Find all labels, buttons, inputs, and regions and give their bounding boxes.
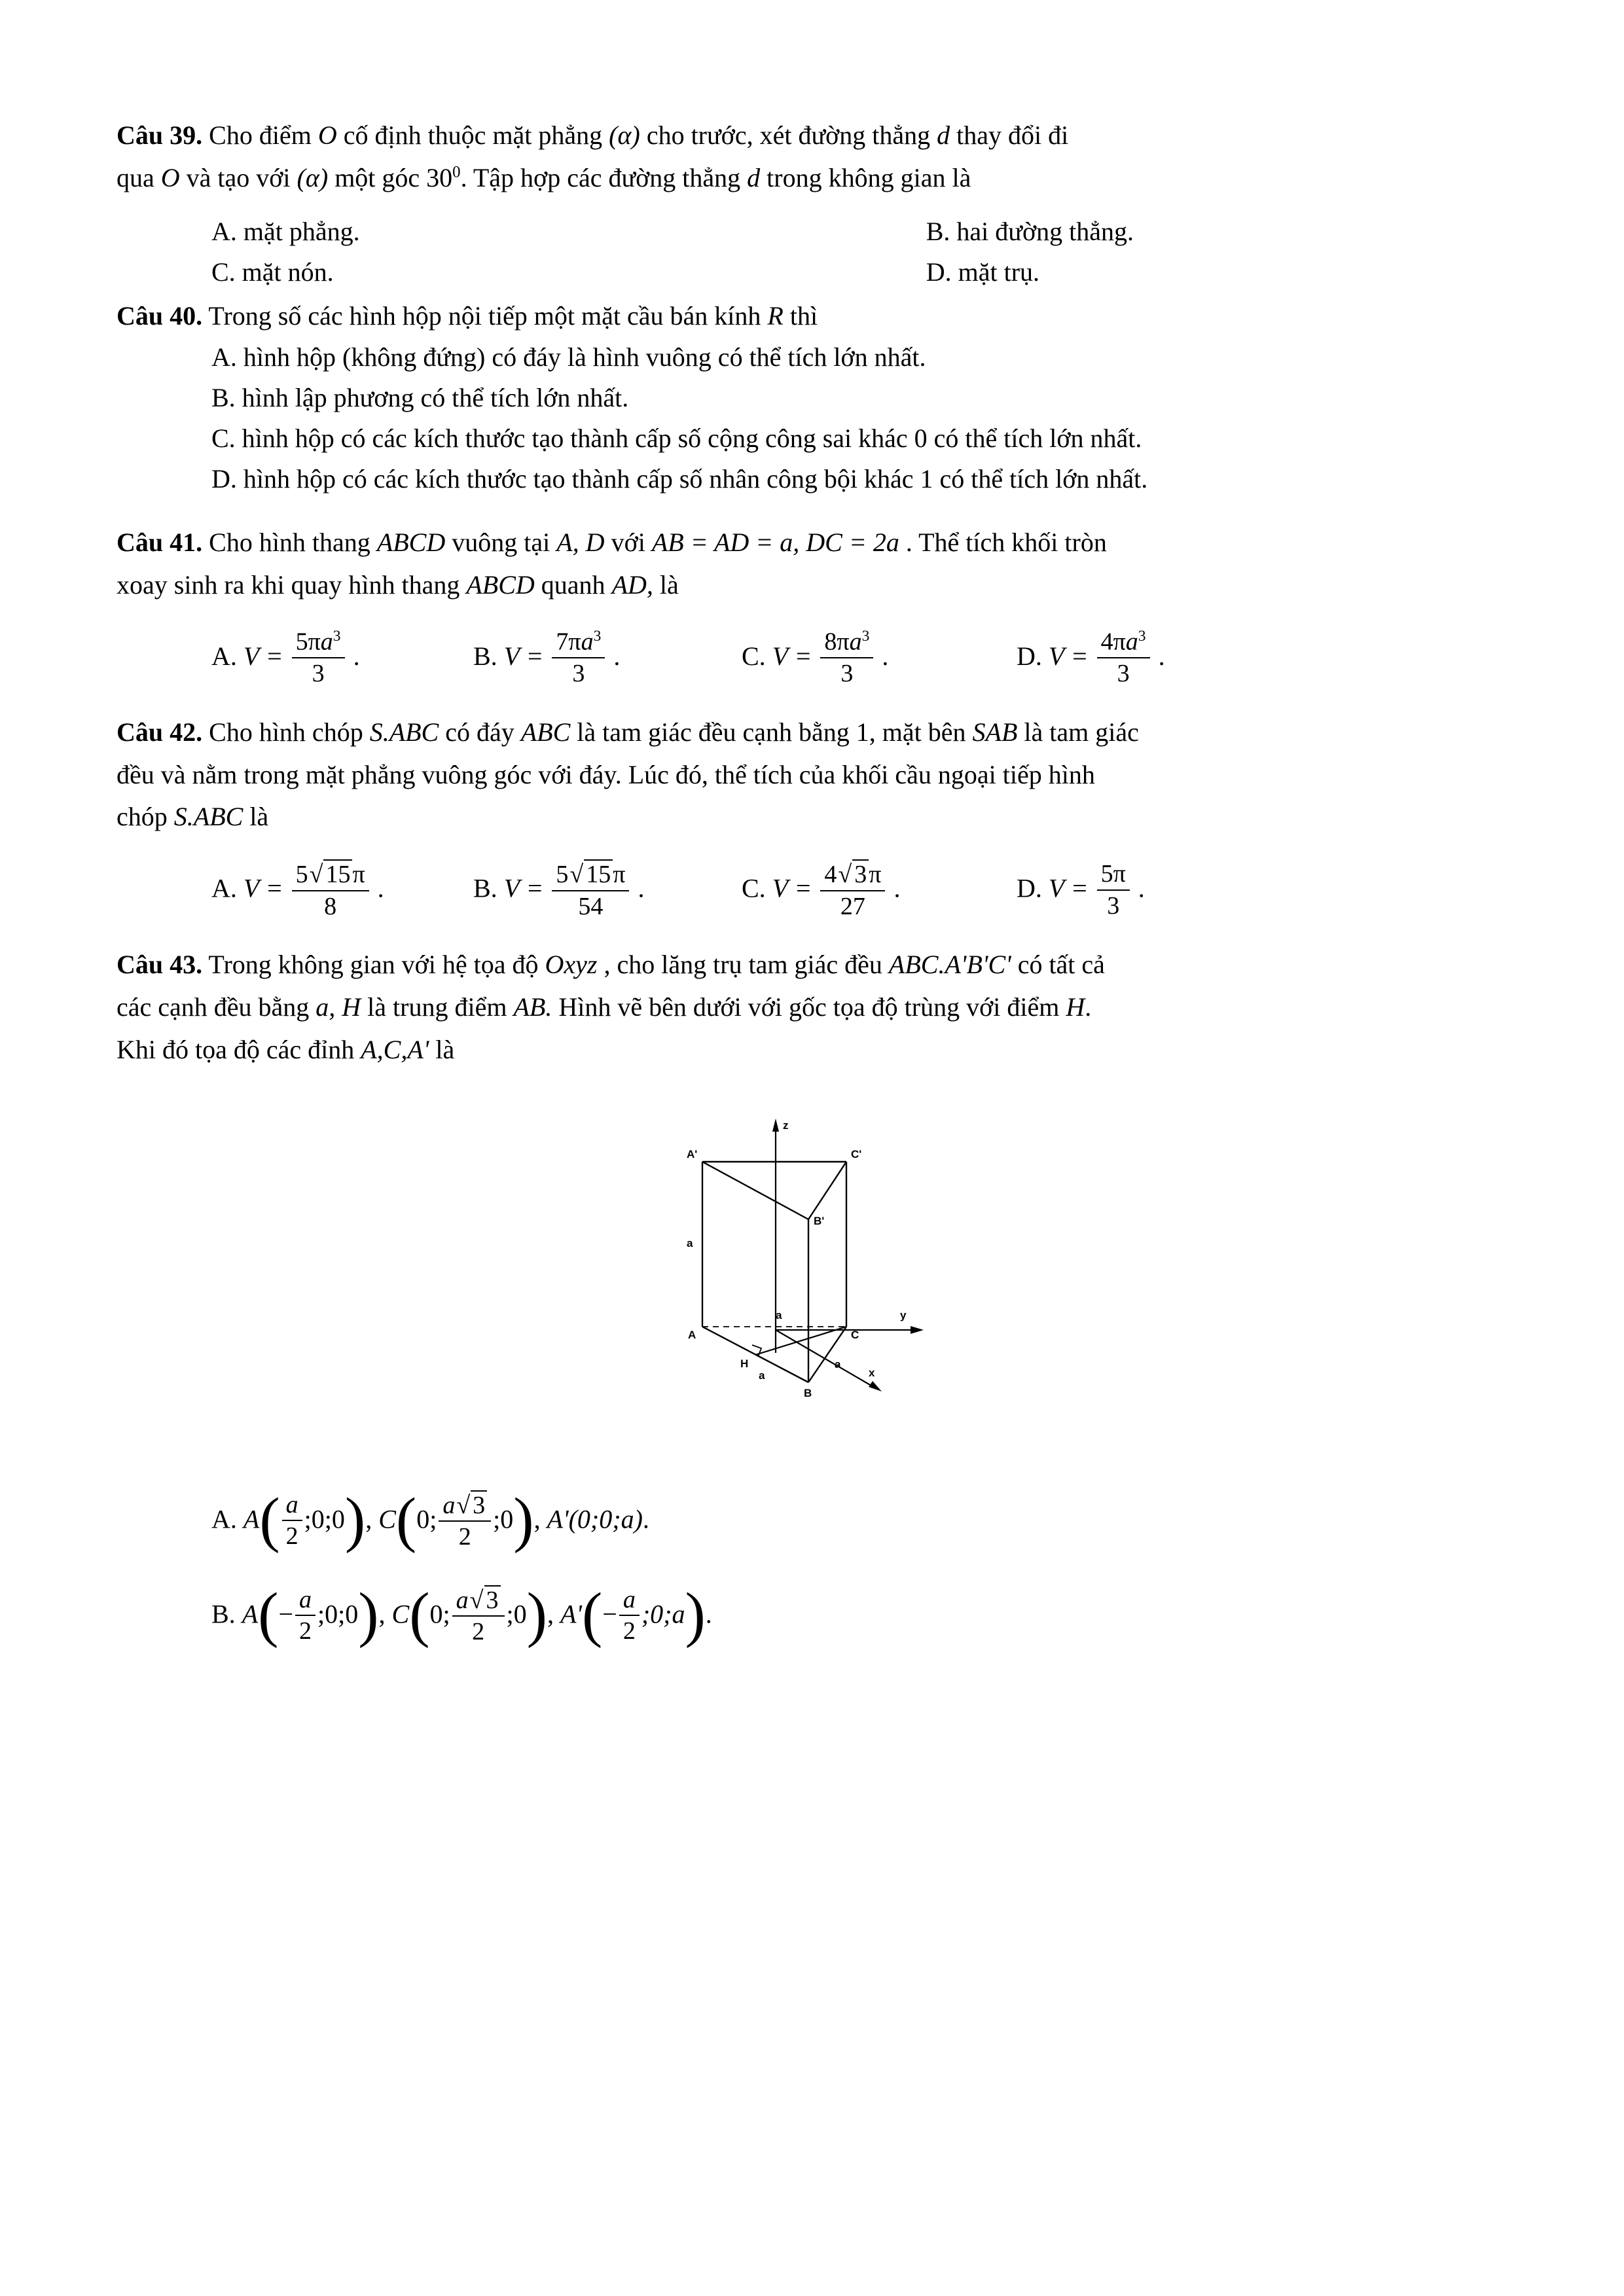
question-41-vertex-d: D xyxy=(585,528,605,558)
question-41-answer-c-lhs: V = xyxy=(772,641,812,672)
q42c-pi: π xyxy=(869,861,882,889)
question-41-label: Câu 41. xyxy=(117,528,203,558)
q41c-coef: 8 xyxy=(824,628,837,656)
question-39-options-row-1 xyxy=(211,211,1511,252)
question-39 xyxy=(117,115,1511,200)
question-41-answer-d-prefix: D. xyxy=(1017,641,1042,672)
question-42 xyxy=(117,711,1511,838)
q42a-coef: 5 xyxy=(295,861,308,889)
question-42-answer-b-prefix: B. xyxy=(473,873,497,903)
q41b-pi: π xyxy=(568,628,581,656)
question-39-O: O xyxy=(317,120,337,150)
question-43-answer-a-point-1: A xyxy=(243,1504,260,1534)
question-41-answer-c-prefix: C. xyxy=(742,641,766,672)
question-40 xyxy=(117,295,1511,338)
question-39-line2-d-var: d xyxy=(747,162,761,192)
question-43-line2-c: Hình vẽ bên dưới với gốc tọa độ trùng với điểm xyxy=(558,992,1060,1022)
question-42-answer-c-prefix: C. xyxy=(742,873,766,903)
label-edge-a-top: a xyxy=(776,1308,782,1321)
label-H: H xyxy=(740,1357,749,1370)
question-41-answer-c-suffix: . xyxy=(882,641,889,672)
question-41-stem-3: với xyxy=(611,528,645,558)
question-42-answers xyxy=(211,861,1511,922)
question-40-stem-2: thì xyxy=(789,300,818,331)
edge-HC xyxy=(755,1327,846,1355)
q43b-p2-close-paren: ) xyxy=(526,1581,547,1649)
q43b-p2-lead: 0; xyxy=(429,1599,450,1629)
question-42-line1-d: là tam giác xyxy=(1024,717,1139,747)
question-42-answer-c-suffix: . xyxy=(893,873,901,903)
q43a-p1-rest: ;0;0 xyxy=(304,1504,345,1534)
q43a-p1-close-paren: ) xyxy=(344,1486,366,1554)
question-39-label: Câu 39. xyxy=(117,120,203,150)
question-41-line2-ad: AD, xyxy=(611,570,653,600)
question-43 xyxy=(117,944,1511,1071)
question-43-prism: ABC.A'B'C' xyxy=(888,950,1011,980)
question-41-answer-a-lhs: V = xyxy=(243,641,283,672)
question-40-option-c[interactable]: C. hình hộp có các kích thước tạo thành cấp số cộng công sai khác 0 có thể tích lớn nhất. xyxy=(211,423,1142,454)
question-41-vertex-a: A, xyxy=(556,528,579,558)
question-42-answer-d-denominator: 3 xyxy=(1107,891,1120,920)
q41c-pi: π xyxy=(837,628,850,656)
question-39-line2-c: một góc 30 xyxy=(334,162,453,192)
question-43-line2-d: . xyxy=(1085,992,1092,1022)
question-39-line2-e: trong không gian là xyxy=(767,162,971,192)
question-42-line1-b: có đáy xyxy=(445,717,514,747)
question-39-stem-4: thay đổi đi xyxy=(956,120,1069,150)
edge-CpBp xyxy=(808,1162,846,1219)
question-41-answer-d-numerator xyxy=(1097,628,1150,658)
question-40-option-a[interactable]: A. hình hộp (không đứng) có đáy là hình vuông có thể tích lớn nhất. xyxy=(211,342,926,372)
question-42-sabc-2: S.ABC xyxy=(173,802,244,832)
q43b-p2-rest: ;0 xyxy=(506,1599,527,1629)
question-43-answer-a-point-2: C xyxy=(378,1504,396,1534)
q43a-p1-open-paren: ( xyxy=(259,1486,280,1554)
question-40-label: Câu 40. xyxy=(117,300,203,331)
label-A: A xyxy=(688,1328,696,1341)
question-39-line2-O: O xyxy=(160,162,180,192)
question-42-answer-d[interactable] xyxy=(1017,861,1278,921)
q43b-p2-num xyxy=(452,1585,505,1617)
question-42-sab: SAB xyxy=(972,717,1018,747)
q43a-sep2: , xyxy=(533,1504,547,1534)
question-40-stem-1: Trong số các hình hộp nội tiếp một mặt cầu bán kính xyxy=(208,300,761,331)
question-39-alpha-1: (α) xyxy=(609,120,640,150)
question-43-line2-a: các cạnh đều bằng xyxy=(117,992,310,1022)
q43b-sep2: , xyxy=(547,1599,560,1629)
question-41-answer-b-prefix: B. xyxy=(473,641,497,672)
question-39-line2-a: qua xyxy=(117,162,154,192)
question-41-line2-abcd: ABCD xyxy=(466,570,535,600)
q43a-p2-rest: ;0 xyxy=(493,1504,514,1534)
question-43-answer-b-point-1: A xyxy=(242,1599,259,1629)
question-41-stem-4: . Thể tích khối tròn xyxy=(905,528,1107,558)
q41d-pi: π xyxy=(1113,628,1126,656)
z-axis-label: z xyxy=(783,1119,789,1132)
question-41-stem-2: vuông tại xyxy=(452,528,550,558)
question-41-answer-b-suffix: . xyxy=(613,641,621,672)
q43a-p2-radicand: 3 xyxy=(471,1490,487,1520)
z-axis-arrow-icon xyxy=(772,1119,779,1132)
question-43-line3-b: là xyxy=(435,1034,455,1064)
label-edge-a-left: a xyxy=(687,1236,693,1249)
q43b-p2-open-paren: ( xyxy=(409,1581,430,1649)
question-41-answer-a-numerator xyxy=(292,628,345,658)
question-43-oxyz: Oxyz xyxy=(545,950,598,980)
q42a-sqrt-icon: √ 15 xyxy=(308,859,353,889)
q41a-var: a xyxy=(320,628,333,656)
q43b-p1-fraction xyxy=(295,1586,316,1645)
q43b-p3-close-paren: ) xyxy=(685,1581,706,1649)
label-C: C xyxy=(851,1328,859,1341)
question-42-answer-a-numerator xyxy=(292,859,369,891)
q43b-p1-den: 2 xyxy=(299,1617,312,1645)
question-43-a-var: a, xyxy=(316,992,336,1022)
q41b-var: a xyxy=(581,628,594,656)
question-39-options-row-2 xyxy=(211,252,1511,293)
question-42-answer-d-fraction xyxy=(1097,860,1130,920)
question-43-answer-a-point-3: A' xyxy=(547,1504,569,1534)
question-43-line1-a: Trong không gian với hệ tọa độ xyxy=(208,950,539,980)
question-41-answer-d-denominator: 3 xyxy=(1117,660,1130,688)
q43b-p3-open-paren: ( xyxy=(581,1581,603,1649)
q42b-pi: π xyxy=(613,861,626,889)
q43b-p3-suffix: . xyxy=(705,1599,712,1629)
q43b-p2-a: a xyxy=(456,1586,469,1614)
q43b-p3-rest: ;0;a xyxy=(641,1599,685,1629)
question-43-line1-b: , cho lăng trụ tam giác đều xyxy=(604,950,882,980)
question-41-answer-b-denominator: 3 xyxy=(572,660,585,688)
question-39-line2-b: và tạo với xyxy=(186,162,291,192)
question-41-answer-b-numerator xyxy=(552,628,605,658)
question-42-answer-c-numerator xyxy=(820,859,885,891)
question-41-answer-a-fraction xyxy=(292,628,345,688)
question-41-answer-d-lhs: V = xyxy=(1048,641,1089,672)
question-42-label: Câu 42. xyxy=(117,717,203,747)
q43b-p1-sign: − xyxy=(278,1599,293,1629)
q42a-radicand: 15 xyxy=(323,859,352,889)
q43a-p2-num xyxy=(439,1490,491,1522)
q43b-p1-num: a xyxy=(295,1586,316,1617)
q41a-exp: 3 xyxy=(333,627,341,645)
q41c-exp: 3 xyxy=(861,627,870,645)
q43a-p1-fraction xyxy=(282,1491,302,1551)
question-41-answer-b[interactable] xyxy=(473,629,742,689)
question-41-answer-b-lhs: V = xyxy=(503,641,544,672)
question-41-answer-c-fraction xyxy=(820,628,873,688)
question-42-answer-b-fraction xyxy=(552,859,629,920)
question-42-answer-b-denominator: 54 xyxy=(578,892,604,920)
question-41-abcd: ABCD xyxy=(376,528,446,558)
question-40-R: R xyxy=(767,300,784,331)
question-39-option-b[interactable]: B. hai đường thẳng. xyxy=(926,216,1134,246)
question-43-H-1: H xyxy=(342,992,361,1022)
question-39-stem-1: Cho điểm xyxy=(209,120,312,150)
q43a-p2-den: 2 xyxy=(458,1523,471,1551)
label-edge-a-bottom-left: a xyxy=(759,1369,765,1382)
question-39-stem-2: cố định thuộc mặt phẳng xyxy=(343,120,603,150)
q43b-p2-sqrt-icon: √ 3 xyxy=(469,1585,501,1615)
question-43-H-2: H xyxy=(1066,992,1085,1022)
q43a-p2-lead: 0; xyxy=(416,1504,437,1534)
question-42-answer-d-prefix: D. xyxy=(1017,873,1042,903)
question-43-answer-b-prefix: B. xyxy=(211,1599,236,1629)
question-39-option-c[interactable]: C. mặt nón. xyxy=(211,257,334,287)
question-39-d: d xyxy=(937,120,950,150)
question-41-answer-d[interactable] xyxy=(1017,629,1278,689)
q43b-p3-num: a xyxy=(619,1586,640,1617)
q41d-coef: 4 xyxy=(1100,628,1113,656)
question-43-figure xyxy=(117,1091,1511,1458)
question-43-AB: AB. xyxy=(513,992,552,1022)
q43a-p2-sqrt-icon: √ 3 xyxy=(455,1490,487,1520)
question-41-answer-a[interactable] xyxy=(211,629,473,689)
question-42-line3-a: chóp xyxy=(117,802,168,832)
question-41 xyxy=(117,522,1511,607)
q43a-p2-a: a xyxy=(442,1491,456,1519)
question-43-line3-a: Khi đó tọa độ các đỉnh xyxy=(117,1034,355,1064)
question-41-line2-a: xoay sinh ra khi quay hình thang xyxy=(117,570,460,600)
question-41-eq-1: AB = AD = a, xyxy=(651,528,800,558)
question-42-line1-a: Cho hình chóp xyxy=(209,717,363,747)
question-41-answer-d-fraction xyxy=(1097,628,1150,688)
question-41-line2-c: là xyxy=(659,570,679,600)
question-43-answer-b-point-2: C xyxy=(391,1599,410,1629)
question-43-vertices: A,C,A' xyxy=(361,1034,429,1064)
question-41-stem-1: Cho hình thang xyxy=(209,528,370,558)
q42c-sqrt-icon: √ 3 xyxy=(837,859,869,889)
question-40-option-b[interactable]: B. hình lập phương có thể tích lớn nhất. xyxy=(211,383,629,413)
q41a-coef: 5 xyxy=(295,628,308,656)
question-43-answer-b-point-3: A' xyxy=(560,1599,582,1629)
edge-ApBp xyxy=(702,1162,808,1219)
q43a-p3-suffix: . xyxy=(642,1504,649,1534)
question-42-answer-d-lhs: V = xyxy=(1048,873,1089,903)
q41b-coef: 7 xyxy=(556,628,569,656)
question-39-degree-exponent: 0 xyxy=(452,163,461,181)
question-39-option-a[interactable]: A. mặt phẳng. xyxy=(211,216,360,246)
question-43-line1-c: có tất cả xyxy=(1017,950,1105,980)
question-39-option-d[interactable]: D. mặt trụ. xyxy=(926,257,1040,287)
q41d-var: a xyxy=(1125,628,1138,656)
question-42-answer-c-lhs: V = xyxy=(772,873,812,903)
question-42-answer-c-fraction xyxy=(820,859,885,920)
question-42-answer-b-suffix: . xyxy=(638,873,645,903)
document-content xyxy=(117,115,1511,1681)
q42b-sqrt-icon: √ 15 xyxy=(568,859,613,889)
label-B-prime: B' xyxy=(814,1214,825,1227)
question-43-line2-b: là trung điểm xyxy=(367,992,507,1022)
question-41-answer-c-numerator xyxy=(820,628,873,658)
q41a-pi: π xyxy=(308,628,321,656)
q41b-exp: 3 xyxy=(593,627,602,645)
question-42-answer-a-denominator: 8 xyxy=(324,892,337,920)
question-39-line2-d: . Tập hợp các đường thẳng xyxy=(460,162,741,192)
q43a-p2-close-paren: ) xyxy=(513,1486,534,1554)
question-42-line2: đều và nằm trong mặt phẳng vuông góc với đáy. Lúc đó, thể tích của khối cầu ngoại tiếp hình xyxy=(117,759,1095,789)
question-42-line1-c: là tam giác đều cạnh bằng 1, mặt bên xyxy=(577,717,966,747)
question-39-stem-3: cho trước, xét đường thẳng xyxy=(646,120,931,150)
q42b-coef: 5 xyxy=(556,861,569,889)
label-A-prime: A' xyxy=(687,1147,698,1160)
question-42-answer-b-lhs: V = xyxy=(503,873,544,903)
label-C-prime: C' xyxy=(851,1147,862,1160)
q41c-var: a xyxy=(849,628,862,656)
q42b-radicand: 15 xyxy=(584,859,613,889)
question-42-abc: ABC xyxy=(520,717,571,747)
question-39-alpha-2: (α) xyxy=(297,162,329,192)
q43a-p1-num: a xyxy=(282,1491,302,1522)
y-axis-arrow-icon xyxy=(911,1326,924,1334)
question-42-answer-d-suffix: . xyxy=(1138,873,1145,903)
x-axis-label: x xyxy=(869,1366,875,1379)
q43a-p1-den: 2 xyxy=(285,1522,298,1551)
question-42-answer-a-lhs: V = xyxy=(243,873,283,903)
question-42-answer-c-denominator: 27 xyxy=(840,892,865,920)
q41d-exp: 3 xyxy=(1138,627,1146,645)
q43a-p3-coords: (0;0;a) xyxy=(568,1504,643,1534)
question-41-answer-c-denominator: 3 xyxy=(840,660,854,688)
q43b-p3-den: 2 xyxy=(623,1617,636,1645)
question-41-answer-a-prefix: A. xyxy=(211,641,237,672)
q43b-sep1: , xyxy=(378,1599,392,1629)
label-edge-a-bottom-right: a xyxy=(835,1357,841,1371)
q43a-p2-open-paren: ( xyxy=(395,1486,417,1554)
q43b-p3-sign: − xyxy=(602,1599,617,1629)
q43a-p2-fraction xyxy=(439,1490,491,1551)
label-B: B xyxy=(804,1386,812,1399)
question-42-answer-b[interactable] xyxy=(473,861,742,922)
q43b-p1-rest: ;0;0 xyxy=(317,1599,359,1629)
question-43-answers xyxy=(211,1486,1511,1649)
q43b-p2-den: 2 xyxy=(472,1618,485,1646)
q42a-pi: π xyxy=(352,861,365,889)
question-41-answer-a-denominator: 3 xyxy=(312,660,325,688)
question-43-label: Câu 43. xyxy=(117,950,203,980)
question-42-line3-b: là xyxy=(249,802,269,832)
question-41-answers xyxy=(211,629,1511,689)
q42c-radicand: 3 xyxy=(852,859,869,889)
q43b-p1-open-paren: ( xyxy=(258,1581,279,1649)
question-42-answer-a-fraction xyxy=(292,859,369,920)
question-42-answer-c[interactable] xyxy=(742,861,1017,922)
q43b-p2-radicand: 3 xyxy=(484,1585,501,1615)
question-41-answer-d-suffix: . xyxy=(1158,641,1165,672)
question-43-answer-a-prefix: A. xyxy=(211,1504,237,1534)
q42c-coef: 4 xyxy=(824,861,837,889)
q43a-sep1: , xyxy=(365,1504,379,1534)
question-42-sabc-1: S.ABC xyxy=(369,717,439,747)
question-43-answer-b[interactable] xyxy=(211,1581,1511,1649)
q43b-p3-fraction xyxy=(619,1586,640,1645)
question-42-answer-b-numerator xyxy=(552,859,629,891)
question-41-eq-2: DC = 2a xyxy=(806,528,899,558)
y-axis-label: y xyxy=(900,1308,907,1321)
question-41-answer-a-suffix: . xyxy=(353,641,360,672)
prism-diagram xyxy=(630,1091,997,1458)
question-42-answer-a-prefix: A. xyxy=(211,873,237,903)
question-40-option-d[interactable]: D. hình hộp có các kích thước tạo thành cấp số nhân công bội khác 1 có thể tích lớn nhất. xyxy=(211,464,1148,494)
question-41-answer-b-fraction xyxy=(552,628,605,688)
edge-CB xyxy=(808,1327,846,1382)
x-axis-arrow-icon xyxy=(869,1381,882,1391)
question-42-answer-a-suffix: . xyxy=(377,873,384,903)
question-41-answer-c[interactable] xyxy=(742,629,1017,689)
q43b-p1-close-paren: ) xyxy=(358,1581,379,1649)
q43b-p2-fraction xyxy=(452,1585,505,1646)
question-42-answer-d-numerator: 5π xyxy=(1097,860,1130,891)
question-43-answer-a[interactable] xyxy=(211,1486,1511,1554)
question-41-line2-b: quanh xyxy=(541,570,605,600)
question-42-answer-a[interactable] xyxy=(211,861,473,922)
